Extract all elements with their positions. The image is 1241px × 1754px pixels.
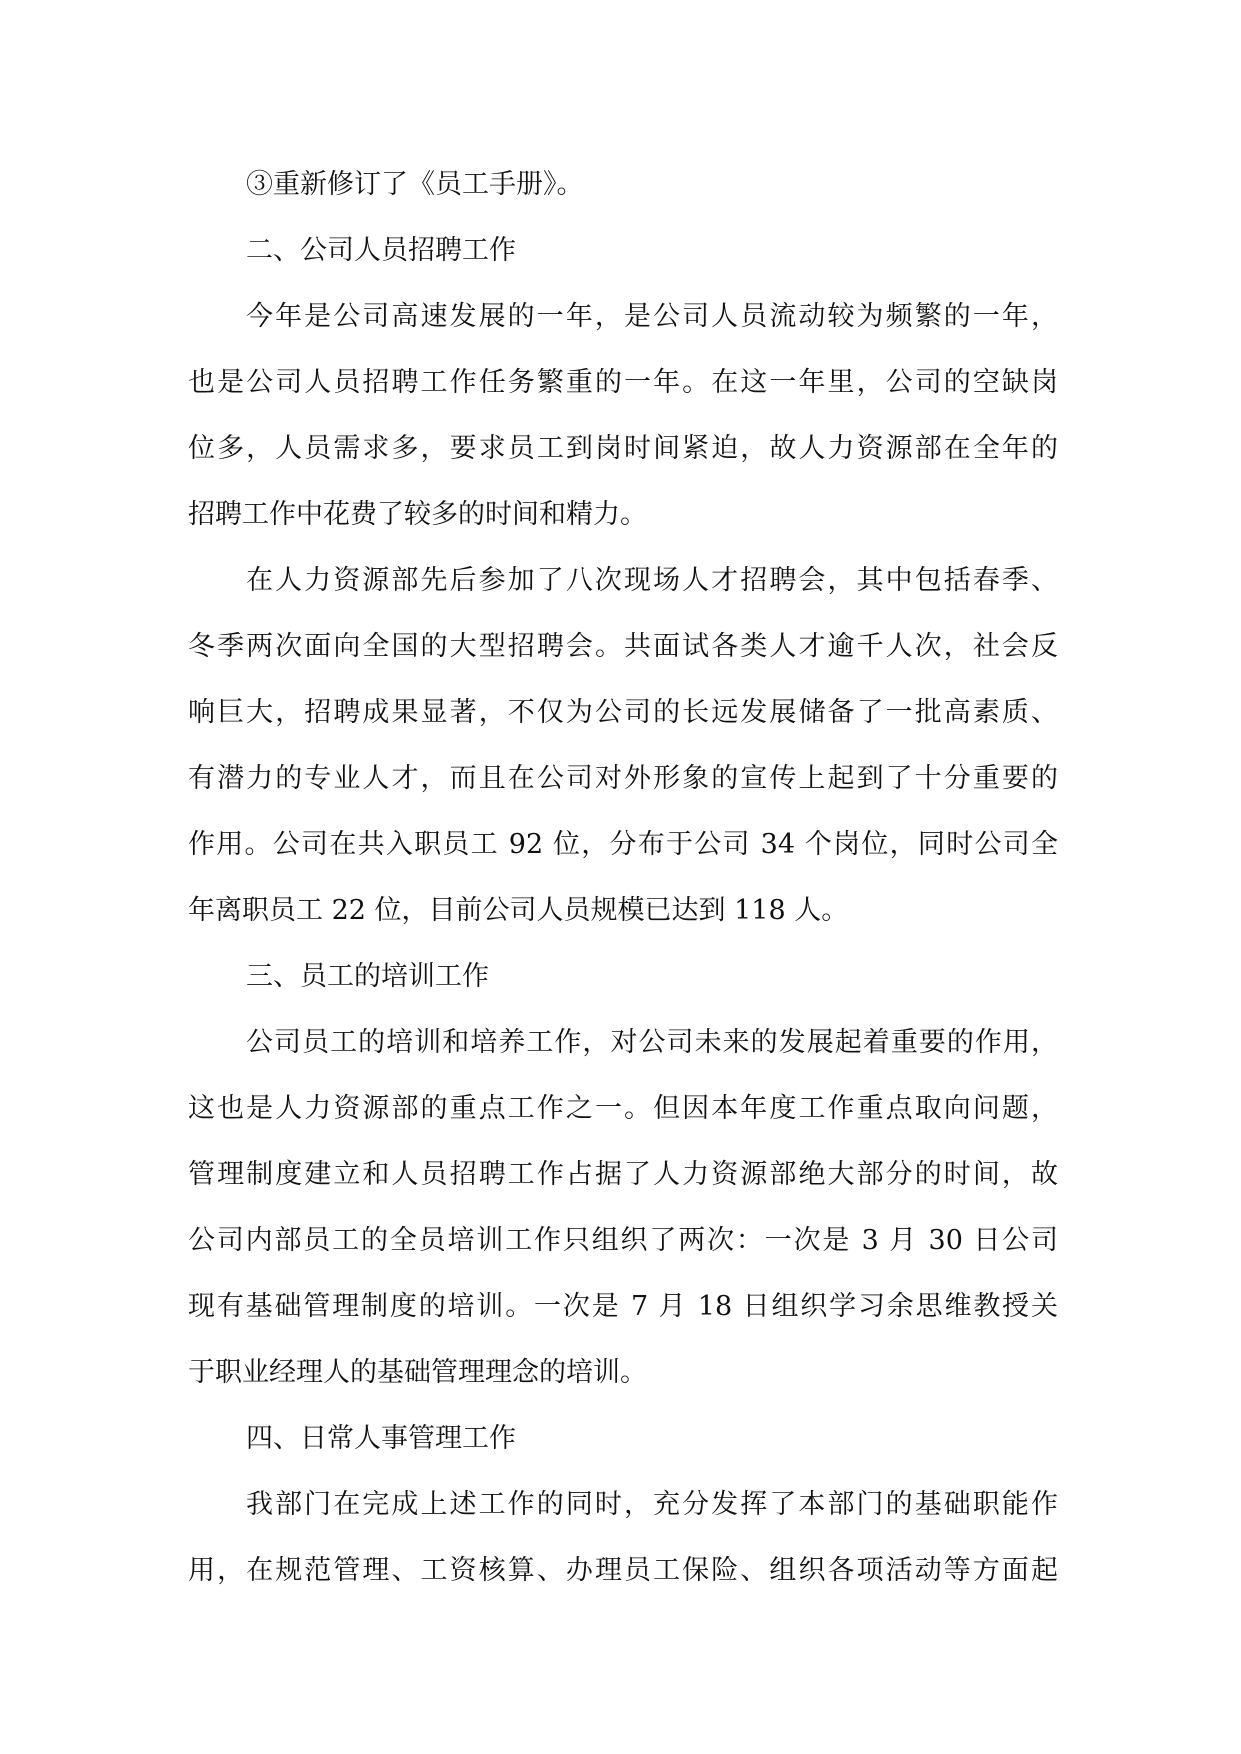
paragraph-line: 在人力资源部先后参加了八次现场人才招聘会，其中包括春季、 — [246, 565, 1058, 596]
paragraph-recruitment-results — [188, 548, 1058, 944]
paragraph-line: 有潜力的专业人才，而且在公司对外形象的宣传上起到了十分重要的 — [188, 763, 1058, 794]
paragraph-training — [188, 1010, 1058, 1406]
section-heading-3: 三、员工的培训工作 — [246, 961, 489, 992]
paragraph-recruitment-overview — [188, 284, 1058, 548]
paragraph-line: 位多，人员需求多，要求员工到岗时间紧迫，故人力资源部在全年的 — [188, 433, 1058, 464]
paragraph-line: 这也是人力资源部的重点工作之一。但因本年度工作重点取向问题， — [188, 1093, 1058, 1124]
paragraph-line: 用，在规范管理、工资核算、办理员工保险、组织各项活动等方面起 — [188, 1555, 1058, 1586]
paragraph-line: 招聘工作中花费了较多的时间和精力。 — [188, 499, 647, 530]
paragraph-line: 冬季两次面向全国的大型招聘会。共面试各类人才逾千人次，社会反 — [188, 631, 1058, 662]
paragraph-line: 今年是公司高速发展的一年，是公司人员流动较为频繁的一年， — [246, 301, 1058, 332]
paragraph-line: 公司内部员工的全员培训工作只组织了两次：一次是 3 月 30 日公司 — [188, 1225, 1058, 1256]
paragraph-daily-management — [188, 1472, 1058, 1604]
paragraph-line: 响巨大，招聘成果显著，不仅为公司的长远发展储备了一批高素质、 — [188, 697, 1058, 728]
paragraph-line: 于职业经理人的基础管理理念的培训。 — [188, 1357, 647, 1388]
paragraph-line: 我部门在完成上述工作的同时，充分发挥了本部门的基础职能作 — [246, 1489, 1058, 1520]
paragraph-line: 年离职员工 22 位，目前公司人员规模已达到 118 人。 — [188, 895, 849, 926]
section-heading-4: 四、日常人事管理工作 — [246, 1423, 516, 1454]
list-item-3: ③重新修订了《员工手册》。 — [246, 169, 584, 200]
section-heading-2: 二、公司人员招聘工作 — [246, 235, 516, 266]
paragraph-line: 现有基础管理制度的培训。一次是 7 月 18 日组织学习余思维教授关 — [188, 1291, 1058, 1322]
paragraph-line: 管理制度建立和人员招聘工作占据了人力资源部绝大部分的时间，故 — [188, 1159, 1058, 1190]
paragraph-line: 公司员工的培训和培养工作，对公司未来的发展起着重要的作用， — [246, 1027, 1058, 1058]
paragraph-line: 也是公司人员招聘工作任务繁重的一年。在这一年里，公司的空缺岗 — [188, 367, 1058, 398]
paragraph-line: 作用。公司在共入职员工 92 位，分布于公司 34 个岗位，同时公司全 — [188, 829, 1058, 860]
document-body — [188, 152, 1058, 1604]
